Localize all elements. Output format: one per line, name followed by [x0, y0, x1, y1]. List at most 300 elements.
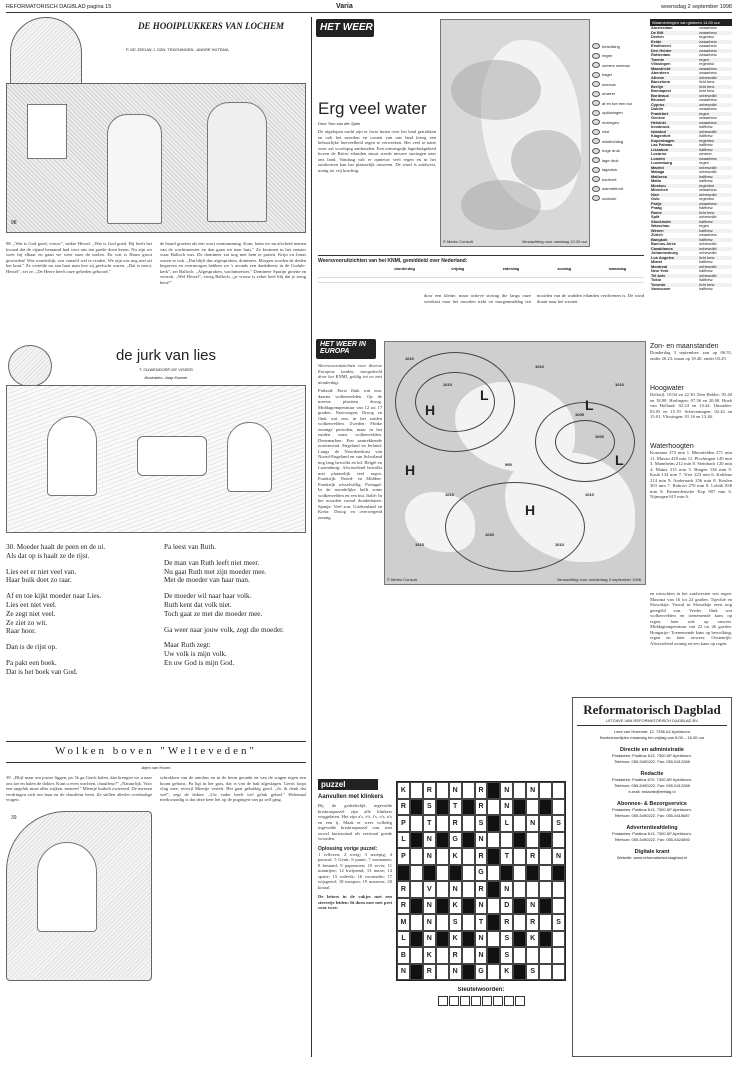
crossword-black-cell [410, 832, 423, 849]
crossword-cell[interactable]: R [397, 898, 410, 915]
strip3-panel-number: 39 [11, 814, 17, 821]
keyword-box[interactable] [482, 996, 492, 1006]
crossword-black-cell [539, 931, 552, 948]
city-condition: regenbui [699, 137, 715, 143]
crossword-black-cell [539, 832, 552, 849]
weather-legend [592, 43, 642, 243]
europe-forecast-intro: Weersvooruitzichten voor diverse Europese landen, meegedeeld door het KNMI, geldig tot en met donderdag: [318, 363, 382, 385]
crossword-cell[interactable]: R [397, 881, 410, 898]
crossword-black-cell [410, 898, 423, 915]
crossword-cell[interactable] [513, 914, 526, 931]
keyword-box[interactable] [515, 996, 525, 1006]
crossword-cell[interactable]: S [552, 815, 565, 832]
crossword-cell[interactable] [552, 782, 565, 799]
crossword-cell[interactable]: R [397, 799, 410, 816]
city-name: New York [651, 268, 669, 273]
crossword-cell[interactable] [487, 799, 500, 816]
map-isobar [555, 420, 615, 464]
crossword-cell[interactable] [513, 782, 526, 799]
crossword-black-cell [513, 799, 526, 816]
city-condition: onbewolkt [699, 272, 717, 278]
crossword-black-cell [487, 914, 500, 931]
crossword-black-cell [487, 848, 500, 865]
weather-legend-list [592, 43, 642, 201]
isobar-label: 1000 [595, 434, 604, 439]
strip3-text-left [6, 775, 152, 1053]
city-name: Bangkok [651, 236, 668, 242]
crossword-black-cell [462, 832, 475, 849]
crossword-black-cell [513, 898, 526, 915]
crossword-cell[interactable]: P [397, 848, 410, 865]
puzzle-subtitle: Aanvullen met klinkers [318, 794, 384, 800]
crossword-cell[interactable] [539, 782, 552, 799]
keyword-box[interactable] [460, 996, 470, 1006]
crossword-cell[interactable]: S [526, 964, 539, 981]
crossword-cell[interactable]: R [475, 881, 488, 898]
legend-symbol-icon [592, 186, 600, 192]
crossword-cell[interactable]: K [526, 931, 539, 948]
legend-label: zuivere sneeuw [602, 62, 630, 68]
masthead-line: Telefoon: 055-5490222. Fax: 055-5412288 [614, 783, 690, 788]
city-name: Dublin [651, 106, 664, 111]
crossword-cell[interactable]: N [475, 947, 488, 964]
crossword-cell[interactable]: N [397, 964, 410, 981]
city-condition: zwaarbew. [699, 200, 718, 206]
map-isobar [445, 482, 585, 572]
strip2-title: de jurk van lies [115, 347, 217, 364]
crossword-cell[interactable] [552, 964, 565, 981]
crossword-cell[interactable] [462, 815, 475, 832]
crossword-cell[interactable] [436, 848, 449, 865]
legend-symbol-icon [592, 72, 600, 78]
keyword-row [396, 987, 566, 1007]
legend-symbol-icon [592, 100, 600, 106]
city-condition: zwaarbew. [699, 106, 718, 111]
crossword-cell[interactable] [552, 931, 565, 948]
crossword-cell[interactable]: N [475, 898, 488, 915]
city-name: Luxemburg [651, 160, 673, 165]
crossword-cell[interactable]: N [500, 881, 513, 898]
crossword-cell[interactable] [462, 947, 475, 964]
legend-symbol-icon [592, 195, 600, 201]
crossword-cell[interactable] [526, 947, 539, 964]
crossword-cell[interactable]: N [500, 799, 513, 816]
crossword-cell[interactable] [539, 881, 552, 898]
crossword-cell[interactable] [462, 865, 475, 882]
crossword-cell[interactable] [462, 881, 475, 898]
forecast-day: vrijdag [451, 266, 465, 271]
masthead-subtitle: UITGAVE VAN REFORMATORISCH DAGBLAD BV [577, 718, 727, 726]
city-name: Aberdeen [651, 70, 669, 75]
knmi-forecast-table [318, 273, 644, 287]
masthead-section-heading: Directie en administratie [620, 747, 684, 753]
crossword-cell[interactable]: K [449, 898, 462, 915]
legend-item [592, 100, 642, 106]
crossword-cell[interactable] [539, 914, 552, 931]
keyword-box[interactable] [504, 996, 514, 1006]
city-condition: regen [699, 160, 709, 165]
keyword-box[interactable] [438, 996, 448, 1006]
strip2-figure-father [47, 416, 97, 496]
city-condition: halfbew. [699, 277, 714, 282]
crossword-cell[interactable] [552, 898, 565, 915]
legend-item [592, 138, 642, 144]
crossword-cell[interactable]: S [552, 914, 565, 931]
city-condition: halfbew. [699, 227, 714, 233]
city-name: Rotterdam [651, 52, 671, 57]
crossword-cell[interactable] [487, 964, 500, 981]
city-condition: onbewolkt [699, 164, 717, 170]
crossword-cell[interactable] [487, 931, 500, 948]
crossword-cell[interactable]: N [449, 782, 462, 799]
weather-byline: Door Tom van der Spek [318, 121, 361, 126]
crossword-cell[interactable]: N [423, 914, 436, 931]
observation-table-title: Waarnemingen van gisteren 14.00 uur [650, 19, 732, 26]
crossword-cell[interactable]: L [397, 832, 410, 849]
poem-left-stanza: Dan is de rijst op. [6, 643, 57, 652]
weather-article: De afgelopen nacht zijn er forse buien over het land getrokken en ook het noorden en oosten van ons land kreeg een behoorlijke hoeveelheid regen te verwerken. Het veel te natte weer zal voorlopig aanhouden. Een omvangrijk lagedrukgebied boven de Britse eilanden stuurt steeds nieuwe storingen naar ons land. Vandaag valt er opnieuw veel regen en in het zuidoosten kan het plaatselijk onweren. De wind is zuidwest, matig tot vrij krachtig. [318, 129, 436, 173]
legend-label: opklaringen [602, 110, 623, 115]
city-name: Split [651, 214, 660, 219]
crossword-cell[interactable] [539, 815, 552, 832]
crossword-black-cell [487, 947, 500, 964]
crossword-cell[interactable] [436, 881, 449, 898]
legend-label: occlusie [602, 195, 617, 201]
city-condition: zwaarbew. [699, 119, 718, 125]
crossword-cell[interactable]: R [475, 848, 488, 865]
isobar-label: 1015 [445, 492, 454, 497]
masthead-line: Postadres: Postbus 613, 7300 AP Apeldoorn. [612, 831, 692, 836]
city-condition: zwaarbew. [699, 38, 718, 44]
crossword-cell[interactable] [410, 947, 423, 964]
keyword-box[interactable] [449, 996, 459, 1006]
poem-left-stanza: Lies eet er niet veel van. Haar buik doet zo raar. [6, 567, 77, 585]
strip1-credit: P. DE ZEEUW J. GZN. TEKENINGEN : ANDRÉ HUTEMA [126, 47, 229, 52]
legend-item [592, 157, 642, 163]
city-name: Kopenhagen [651, 137, 675, 143]
masthead-line: Lees van Hovenstr. 12, 7336 AZ Apeldoorn [613, 729, 691, 734]
crossword-cell[interactable] [539, 865, 552, 882]
crossword-cell[interactable]: K [449, 931, 462, 948]
city-name: Zürich [651, 232, 663, 237]
weather-observation-table [650, 19, 732, 339]
strip2-header-figure [8, 345, 52, 387]
crossword-cell[interactable] [436, 865, 449, 882]
puzzle-solution: 1 reflexen; 2 rovig; 3 snoepig; 4 parasol; 5 Genti; 6 paute; 7 normanen; 8 bestand; 9 papernoen; 10 sevia; 11 mantrijen; 12 kwijnend; 13 nurse; 14 spatie; 15 rodevik; 16 voormelin; 17 wijsgeerd; 18 mospon; 19 mauwen; 20 koraal. [318, 851, 392, 890]
city-condition: regenbui [699, 61, 715, 66]
crossword-cell[interactable]: N [449, 881, 462, 898]
isobar-label: 1010 [555, 542, 564, 547]
crossword-black-cell [410, 799, 423, 816]
crossword-cell[interactable]: N [526, 898, 539, 915]
crossword-cell[interactable] [539, 848, 552, 865]
legend-symbol-icon [592, 91, 600, 97]
crossword-cell[interactable]: R [423, 964, 436, 981]
city-condition: halfbew. [699, 178, 714, 183]
city-name: De Bilt [651, 29, 664, 35]
crossword-cell[interactable] [526, 799, 539, 816]
city-name: Toronto [651, 281, 666, 287]
europe-weather-map [384, 341, 646, 585]
crossword-cell[interactable]: P [397, 815, 410, 832]
crossword-cell[interactable] [410, 815, 423, 832]
crossword-cell[interactable] [552, 947, 565, 964]
tide-box [650, 385, 732, 439]
crossword-cell[interactable] [410, 782, 423, 799]
crossword-black-cell [423, 865, 436, 882]
crossword-cell[interactable]: B [397, 947, 410, 964]
city-name: Berlijn [651, 83, 664, 89]
masthead-line: Telefoon: 055-5490222. Fax: 055-5424650 [614, 837, 690, 842]
crossword-cell[interactable] [539, 947, 552, 964]
crossword-cell[interactable] [513, 848, 526, 865]
crossword-cell[interactable] [552, 832, 565, 849]
strip3-title-bar [6, 741, 306, 763]
city-name: Innsbruck [651, 124, 670, 129]
tide-text: Delfzijl: 10.04 en 22.30. Den Helder: 05.40 en 18.08. Harlingen: 07.36 en 20.00. Hoek van Holland: 02.24 en 14.44. IJmuiden: 03.05 en 15.19. Scheveningen: 02.42 en 15.01. Vlissingen: 01.16 en 13.46. [650, 392, 732, 419]
crossword-cell[interactable]: T [500, 848, 513, 865]
city-condition: regen [699, 56, 709, 62]
city-name: Genève [651, 115, 666, 120]
strip2-figure-lies [227, 422, 272, 492]
legend-label: lage druk [602, 157, 619, 163]
crossword-cell[interactable] [513, 947, 526, 964]
city-name: Vancouver [651, 286, 671, 291]
crossword-cell[interactable]: K [423, 947, 436, 964]
crossword-cell[interactable] [513, 865, 526, 882]
crossword-cell[interactable]: V [423, 881, 436, 898]
masthead-lines [577, 729, 727, 860]
city-name: Lissabon [651, 146, 669, 152]
poem-left-stanza: Pa pakt een boek. Dat is het boek van God. [6, 658, 78, 676]
crossword-black-cell [539, 799, 552, 816]
crossword-black-cell [436, 799, 449, 816]
city-condition: onbewolkt [699, 245, 717, 251]
legend-symbol-icon [592, 81, 600, 87]
masthead-line: Telefoon: 055-5490222. Fax: 055-5415687 [614, 813, 690, 818]
crossword-cell[interactable]: S [500, 947, 513, 964]
crossword-cell[interactable] [436, 782, 449, 799]
puzzle-instructions: Bij de gedeeltelijk ingevulde kriskraspuzzel zijn alle klinkers weggelaten. Het zijn a's, e's, i's, o's, u's en een ij. Maak er weer volledig ingevulde kriskraspuzzel van, met zowel horizontaal als verticaal goede woorden. [318, 803, 392, 841]
crossword-black-cell [539, 898, 552, 915]
pressure-letter: H [405, 462, 416, 478]
isobar-label: 1015 [443, 382, 452, 387]
crossword-cell[interactable] [513, 881, 526, 898]
legend-item [592, 129, 642, 135]
puzzle-title: puzzel [318, 779, 378, 790]
crossword-grid [396, 781, 566, 981]
legend-item [592, 91, 642, 97]
crossword-cell[interactable] [410, 881, 423, 898]
city-name: Montreal [651, 263, 668, 269]
strip3-figure [37, 842, 97, 932]
city-condition: onbewolkt [699, 214, 717, 219]
legend-symbol-icon [592, 148, 600, 154]
crossword-cell[interactable] [462, 848, 475, 865]
legend-label: warmtefront [602, 186, 624, 191]
crossword-cell[interactable] [526, 832, 539, 849]
crossword-cell[interactable] [526, 881, 539, 898]
city-condition: halfbew. [699, 218, 714, 224]
city-name: Miami [651, 259, 663, 264]
strip3-text-left-content: 39. „Blijf maar om jouwe liggen, pa. Ik ga Gerrit halen, dan brengen we u naar ons toe en halen de dokter. Kunt u even wachten, chauffeur?" „Natuurlijk. Voor een ongeluk moet alles wijken, meneer!" Mientje kuikelt zwierend. De mensen verdringen zich om haar en de chauffeur heen. Ze stellen allerlei overbodige vragen. [6, 775, 152, 802]
city-condition: onbewolkt [699, 128, 717, 134]
crossword-cell[interactable]: D [500, 898, 513, 915]
crossword-cell[interactable]: N [423, 832, 436, 849]
crossword-cell[interactable]: R [475, 782, 488, 799]
isobar-label: 1010 [615, 382, 624, 387]
crossword-cell[interactable]: L [500, 815, 513, 832]
city-condition: zwaarbew. [699, 47, 718, 53]
crossword-cell[interactable] [410, 848, 423, 865]
city-condition: onbewolkt [699, 74, 717, 80]
crossword-black-cell [513, 931, 526, 948]
legend-label: sneeuw [602, 81, 616, 87]
crossword-cell[interactable] [552, 799, 565, 816]
crossword-cell[interactable]: S [475, 815, 488, 832]
strip2-poem-left [6, 543, 156, 733]
crossword-cell[interactable]: S [500, 931, 513, 948]
crossword-cell[interactable]: S [423, 799, 436, 816]
crossword-cell[interactable] [436, 947, 449, 964]
crossword-black-cell [526, 865, 539, 882]
crossword-cell[interactable] [539, 964, 552, 981]
crossword-cell[interactable]: N [526, 782, 539, 799]
legend-label: windrichting [602, 138, 624, 144]
map-cloud [451, 60, 541, 120]
legend-symbol-icon [592, 62, 600, 68]
crossword-cell[interactable]: N [475, 832, 488, 849]
city-condition: halfbew. [699, 205, 714, 210]
europe-forecast-column [318, 363, 382, 783]
legend-label: motregen [602, 119, 619, 125]
isobar-label: 1005 [575, 412, 584, 417]
europe-map-caption: Verwachting voor donderdag 3 september 1998 [556, 577, 641, 582]
crossword-cell[interactable] [513, 815, 526, 832]
crossword-black-cell [462, 799, 475, 816]
crossword-cell[interactable]: K [397, 782, 410, 799]
city-condition: regen [699, 223, 709, 228]
europe-forecast-text: Finland: Eerst flink wat zon, daarna wolkenvelden. Op de meeste plaatsen droog. Middagtemperatuur van 12 tot 17 graden. Noorwegen: Droog en flink wat zon, in het zuiden wolkenvelden. Zweden: Flinke zonnige perioden, maar in het zuiden soms wolkenvelden. Denemarken: Een aantrekkende oostenwind. Engeland en Ierland: Langs de Noordzeekust van Noord-Engeland en van Schotland nog lang bewolkt en kil. België en Luxemburg: Afwisselend bewolkt met plaatselijk veel regen. Frankrijk: Noord- en Midden-Frankrijk wisselvallig. Portugal: In de noordelijke helft soms wolkenvelden en een bui. Italië: In het noorden vooral donderbuien. Spanje: Veel zon. Griekenland en Kreta: Droog en overwegend zonnig. [318, 388, 382, 520]
city-name: Helsinki [651, 119, 666, 125]
keyword-box[interactable] [493, 996, 503, 1006]
city-name: Deelen [651, 34, 664, 39]
crossword-cell[interactable]: R [526, 914, 539, 931]
forecast-day: donderdag [394, 266, 415, 271]
strip3-author: Arjen van Hoorn [141, 765, 171, 770]
crossword-cell[interactable]: R [449, 815, 462, 832]
crossword-cell[interactable]: R [526, 848, 539, 865]
city-name: Madrid [651, 164, 664, 170]
crossword-cell[interactable] [487, 865, 500, 882]
crossword-cell[interactable]: N [423, 848, 436, 865]
city-name: Nice [651, 191, 660, 197]
legend-label: lagedruk [602, 167, 618, 172]
crossword-cell[interactable]: R [500, 914, 513, 931]
poem-right-stanza: Maar Ruth zegt: Uw volk is mijn volk. En uw God is mijn God. [164, 641, 235, 667]
crossword-black-cell [552, 865, 565, 882]
crossword-cell[interactable]: N [552, 848, 565, 865]
observation-table [650, 26, 732, 292]
sun-moon-title: Zon- en maanstanden [650, 343, 719, 350]
crossword-cell[interactable] [436, 815, 449, 832]
crossword-cell[interactable] [462, 914, 475, 931]
crossword-cell[interactable]: N [423, 898, 436, 915]
keyword-box[interactable] [471, 996, 481, 1006]
header-date: woensdag 2 september 1998 [661, 4, 732, 10]
crossword-cell[interactable]: K [500, 964, 513, 981]
crossword-cell[interactable]: R [449, 947, 462, 964]
pressure-letter: L [615, 452, 624, 468]
city-condition: licht bew. [699, 281, 716, 287]
crossword-black-cell [487, 815, 500, 832]
crossword-black-cell [487, 881, 500, 898]
crossword-cell[interactable]: M [397, 914, 410, 931]
city-name: Cyprus [651, 101, 665, 107]
crossword-cell[interactable]: N [423, 931, 436, 948]
city-condition: zwaarbew. [699, 70, 718, 75]
crossword-black-cell [436, 931, 449, 948]
city-name: Den Helder [651, 47, 672, 53]
crossword-cell[interactable]: N [449, 964, 462, 981]
crossword-cell[interactable]: T [423, 815, 436, 832]
crossword-cell[interactable] [410, 914, 423, 931]
isobar-label: 1010 [535, 364, 544, 369]
crossword-black-cell [462, 898, 475, 915]
city-name: Parijs [651, 200, 662, 206]
crossword-cell[interactable]: T [449, 799, 462, 816]
crossword-cell[interactable] [487, 832, 500, 849]
crossword-cell[interactable]: R [475, 799, 488, 816]
city-name: Los Angeles [651, 254, 674, 260]
crossword-cell[interactable] [462, 782, 475, 799]
crossword-cell[interactable]: T [475, 914, 488, 931]
crossword-cell[interactable] [436, 964, 449, 981]
crossword-cell[interactable] [410, 865, 423, 882]
crossword-cell[interactable]: K [449, 848, 462, 865]
crossword-cell[interactable]: L [397, 931, 410, 948]
crossword-cell[interactable] [552, 881, 565, 898]
crossword-cell[interactable]: N [526, 815, 539, 832]
masthead-line: Postadres: Postbus 613, 7300 AP Apeldoorn. [612, 753, 692, 758]
crossword-black-cell [462, 964, 475, 981]
legend-symbol-icon [592, 167, 600, 173]
crossword-cell[interactable] [487, 898, 500, 915]
map-credit: © Meteo Consult [443, 239, 473, 244]
crossword-cell[interactable]: N [500, 782, 513, 799]
crossword-cell[interactable]: G [475, 865, 488, 882]
isobar-label: 1010 [405, 356, 414, 361]
city-condition: zwaarbew. [699, 43, 718, 48]
crossword-black-cell [513, 964, 526, 981]
city-name: Bordeaux [651, 92, 669, 98]
poem-right-stanza: De man van Ruth leeft niet meer. Nu gaat Ruth met zijn moeder mee. Met de moeder van haar man. [164, 558, 267, 585]
city-name: Tel Aviv [651, 272, 666, 278]
pressure-letter: L [480, 387, 489, 403]
city-condition: regenbui [699, 182, 715, 188]
crossword-cell[interactable]: S [449, 914, 462, 931]
crossword-cell[interactable]: R [423, 782, 436, 799]
crossword-cell[interactable] [500, 832, 513, 849]
crossword-cell[interactable] [436, 914, 449, 931]
knmi-forecast-days [318, 266, 644, 271]
crossword-cell[interactable]: N [475, 931, 488, 948]
crossword-cell[interactable]: G [475, 964, 488, 981]
city-condition: onweer [699, 151, 712, 156]
crossword-cell[interactable]: G [449, 832, 462, 849]
city-name: Londen [651, 155, 666, 161]
crossword-black-cell [410, 931, 423, 948]
